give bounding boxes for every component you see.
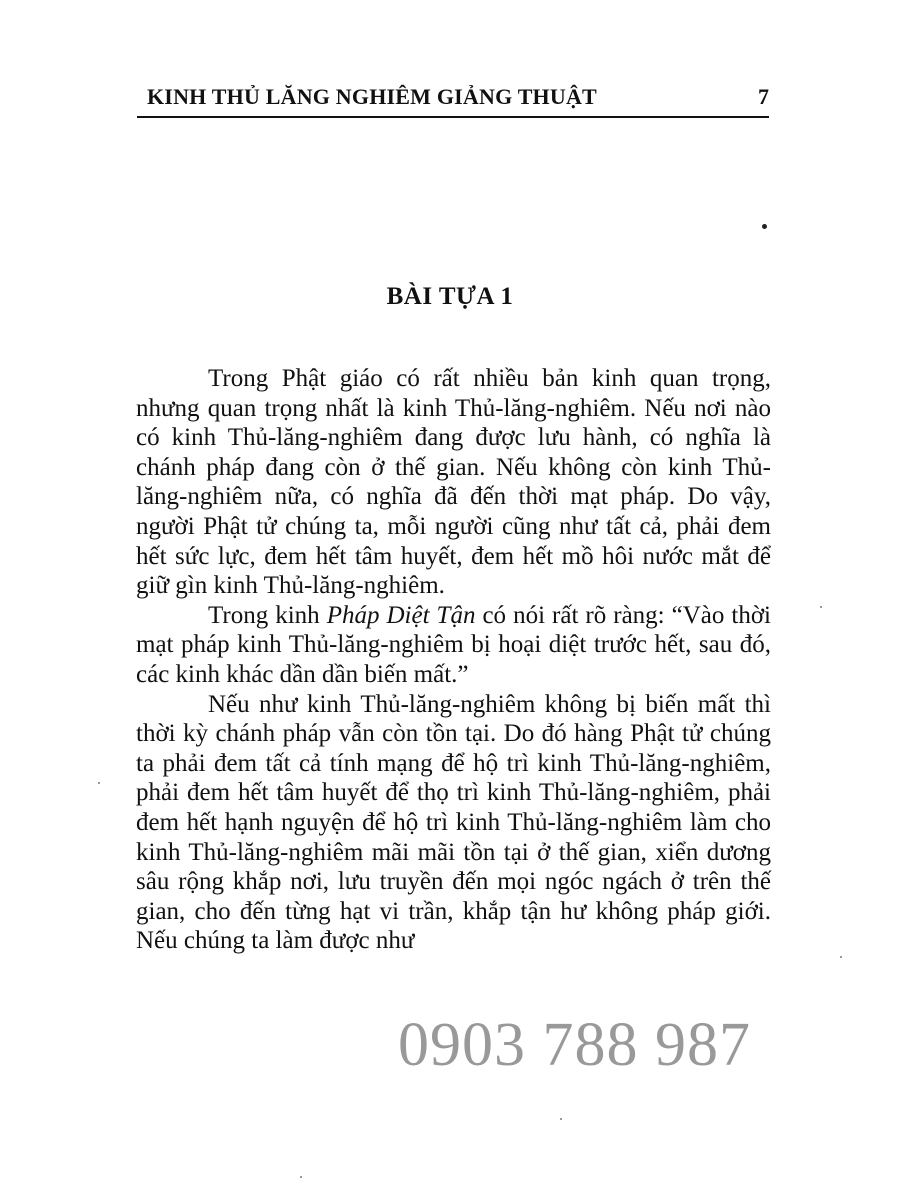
scan-speck xyxy=(300,1176,302,1178)
scan-speck xyxy=(820,606,822,608)
running-header xyxy=(137,84,769,118)
scan-speck xyxy=(98,782,100,784)
scan-speck xyxy=(840,956,842,958)
paragraph-2 xyxy=(136,601,771,690)
phone-watermark: 0903 788 987 xyxy=(398,1011,751,1079)
header-title: KINH THỦ LĂNG NGHIÊM GIẢNG THUẬT xyxy=(147,84,597,109)
paragraph-3: Nếu như kinh Thủ-lăng-nghiêm không bị biến mất thì thời kỳ chánh pháp vẫn còn tồn tại. Do đó hàng Phật tử chúng ta phải đem tất cả tính mạng để hộ trì kinh Thủ-lăng-nghiêm, phải đem hết tâm huyết để thọ trì kinh Thủ-lăng-nghiêm, phải đem hết hạnh nguyện để hộ trì kinh Thủ-lăng-nghiêm làm cho kinh Thủ-lăng-nghiêm mãi mãi tồn tại ở thế gian, xiển dương sâu rộng khắp nơi, lưu truyền đến mọi ngóc ngách ở trên thế gian, cho đến từng hạt vi trần, khắp tận hư không pháp giới. Nếu chúng ta làm được như xyxy=(136,690,771,955)
section-title: BÀI TỰA 1 xyxy=(386,283,514,310)
scan-speck xyxy=(762,224,767,229)
page-number: 7 xyxy=(758,84,769,109)
paragraph-2-rest: có nói rất rõ ràng: “Vào thời mạt pháp kinh Thủ-lăng-nghiêm bị hoại diệt trước hết, sau đó, các kinh khác dần dần biến mất.” xyxy=(136,601,772,688)
body-text xyxy=(136,364,771,956)
paragraph-2-lead: Trong kinh xyxy=(208,601,327,629)
sutra-name-italic: Pháp Diệt Tận xyxy=(326,601,476,629)
paragraph-1: Trong Phật giáo có rất nhiều bản kinh quan trọng, nhưng quan trọng nhất là kinh Thủ-lăng-nghiêm. Nếu nơi nào có kinh Thủ-lăng-nghiêm đang được lưu hành, có nghĩa là chánh pháp đang còn ở thế gian. Nếu không còn kinh Thủ-lăng-nghiêm nữa, có nghĩa đã đến thời mạt pháp. Do vậy, người Phật tử chúng ta, mỗi người cũng như tất cả, phải đem hết sức lực, đem hết tâm huyết, đem hết mồ hôi nước mắt để giữ gìn kinh Thủ-lăng-nghiêm. xyxy=(136,365,771,600)
scan-speck xyxy=(560,1118,562,1120)
